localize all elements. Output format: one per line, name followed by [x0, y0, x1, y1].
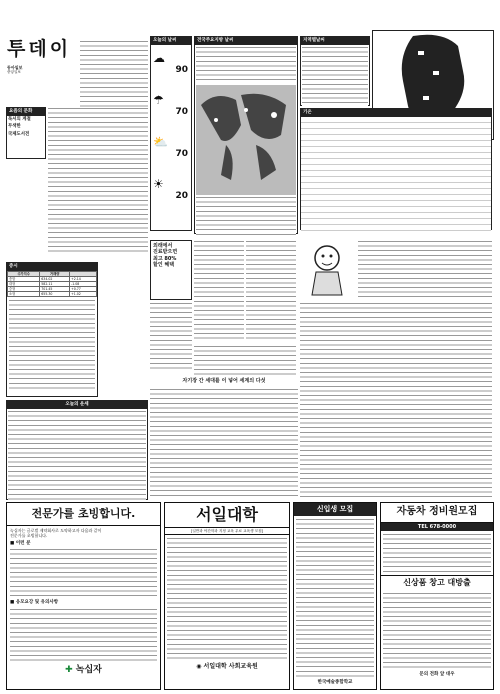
ad-right1-headline: 신입생 모집	[294, 503, 376, 516]
map-text	[302, 46, 368, 106]
stocks-col-1: 주가지수	[8, 271, 40, 276]
ad-middle-footer-text: 서일대학 사회교육원	[203, 663, 258, 671]
health-line-2: 진료받으면	[153, 249, 178, 256]
cell: 582.11	[40, 281, 70, 286]
cell: 대형	[8, 281, 40, 286]
ad-left-body-1	[10, 548, 157, 598]
article-col-2	[246, 240, 296, 340]
band-title: 오늘의 운세	[7, 401, 147, 409]
cloud-icon: ☁	[153, 50, 165, 65]
ad-right2-phone: TEL 678-0000	[381, 523, 493, 531]
world-map-shapes	[196, 85, 296, 195]
weather-item-1	[153, 51, 189, 87]
world-map	[196, 85, 296, 195]
map-title: 지역별날씨	[301, 37, 369, 45]
cartoon	[298, 240, 356, 300]
health-line-4: 할인 혜택	[153, 261, 175, 268]
weather-text-2	[196, 196, 296, 236]
article-col-4	[150, 302, 192, 372]
cell: 655.30	[40, 291, 70, 296]
weather-item-3	[153, 135, 189, 171]
ad-right1-body	[296, 518, 374, 678]
ad-middle-headline: 서일대학	[196, 505, 258, 524]
temp-title: 기온	[301, 109, 491, 117]
weather-item-4	[153, 177, 189, 213]
rain-icon: ☂	[153, 92, 164, 107]
article-col-7	[300, 302, 492, 498]
health-line-3: 최고 80%	[153, 255, 177, 262]
ad-right2	[380, 502, 494, 690]
ad-left-logo	[7, 665, 160, 676]
weather-title: 전국주요지방 날씨	[195, 37, 297, 45]
ad-middle-body	[167, 537, 287, 659]
cell: +1.02	[70, 291, 97, 296]
school-icon: ◉	[196, 663, 202, 671]
weather-forecast	[150, 36, 192, 231]
article-col-6	[150, 388, 298, 498]
ad-left-company: 녹십자	[75, 665, 102, 675]
ad-right2-body	[383, 533, 491, 573]
stocks-filler	[9, 299, 95, 389]
ad-right2-headline: 자동차 정비원모집	[381, 503, 493, 523]
weather-text	[196, 46, 296, 84]
sun-icon: ☀	[153, 176, 164, 191]
culture-line-3: 국제도서전	[8, 131, 30, 137]
ad-right1-footer: 한국예술종합학교	[317, 679, 353, 685]
culture-text	[48, 107, 148, 255]
ad-left-headline: 전문가를 초빙합니다.	[7, 503, 160, 526]
article-col-1	[194, 240, 244, 340]
dense-table	[6, 400, 148, 500]
culture-line-1: 독서의 계절	[8, 116, 31, 122]
cell: -1.08	[70, 281, 97, 286]
stocks-title: 증시	[7, 263, 97, 271]
cell: +2.14	[70, 276, 97, 281]
ad-left-sub: 녹십자는 글로벌 제약회사로 도약하고자 다음과 같이	[10, 527, 102, 533]
ad-right1	[293, 502, 377, 690]
weather-item-2	[153, 93, 189, 129]
ad-left-section-1: ■ 이런 분	[10, 540, 31, 546]
ad-middle-subhead: [일반과 야간학과 지정 교육 무료 교육생 모집]	[165, 527, 289, 535]
cartoon-figure	[298, 240, 356, 300]
culture-line-2: 무색한	[8, 124, 21, 130]
percent-2: 70	[175, 106, 188, 117]
masthead-sub1: 동아일보	[7, 64, 23, 70]
article-col-5	[194, 345, 296, 375]
percent-3: 70	[175, 148, 188, 159]
ad-left-sub2: 전문가를 초빙합니다.	[10, 532, 48, 538]
cloud-sun-icon: ⛅	[153, 134, 168, 149]
temp-grid	[301, 117, 491, 231]
cell: 소형	[8, 291, 40, 296]
dense-filler	[8, 410, 146, 502]
stocks-box	[6, 262, 98, 397]
cross-icon: ✚	[65, 665, 73, 675]
table-row	[8, 291, 97, 296]
cell: 701.45	[40, 286, 70, 291]
forecast-title: 오늘의 날씨	[151, 37, 191, 45]
ad-left	[6, 502, 161, 690]
health-headline	[150, 240, 192, 300]
culture-box-title: 요즘의 문화	[7, 108, 45, 116]
ad-right2-sale: 신상품 창고 대방출	[381, 575, 493, 590]
stocks-col-2: 거래량	[40, 271, 70, 276]
cell: 중형	[8, 286, 40, 291]
article-title: 자기장 간 세대를 이 넣어 세계의 다섯	[182, 378, 266, 384]
percent-4: 20	[175, 190, 188, 201]
ad-right2-body-2	[383, 592, 491, 670]
culture-box	[6, 107, 46, 159]
masthead-title: 투데이	[7, 38, 72, 60]
cell: +0.77	[70, 286, 97, 291]
temp-table	[300, 108, 492, 230]
ad-left-section-2: ■ 응모요강 및 유의사항	[10, 600, 59, 606]
ad-middle-footer	[165, 661, 289, 673]
weather-main	[194, 36, 298, 234]
health-line-1: 외래에서	[153, 243, 173, 249]
masthead-sub2: 중앙일보	[7, 69, 21, 74]
cell: 종합	[8, 276, 40, 281]
percent-1: 90	[175, 64, 188, 75]
cell: 634.02	[40, 276, 70, 281]
korea-map-box	[300, 36, 370, 106]
ad-right2-foot: 문의 전화 앞 대우	[419, 671, 455, 677]
stocks-table	[7, 271, 97, 297]
ad-middle	[164, 502, 290, 690]
ad-left-body-2	[10, 608, 157, 664]
article-col-3	[358, 240, 492, 300]
